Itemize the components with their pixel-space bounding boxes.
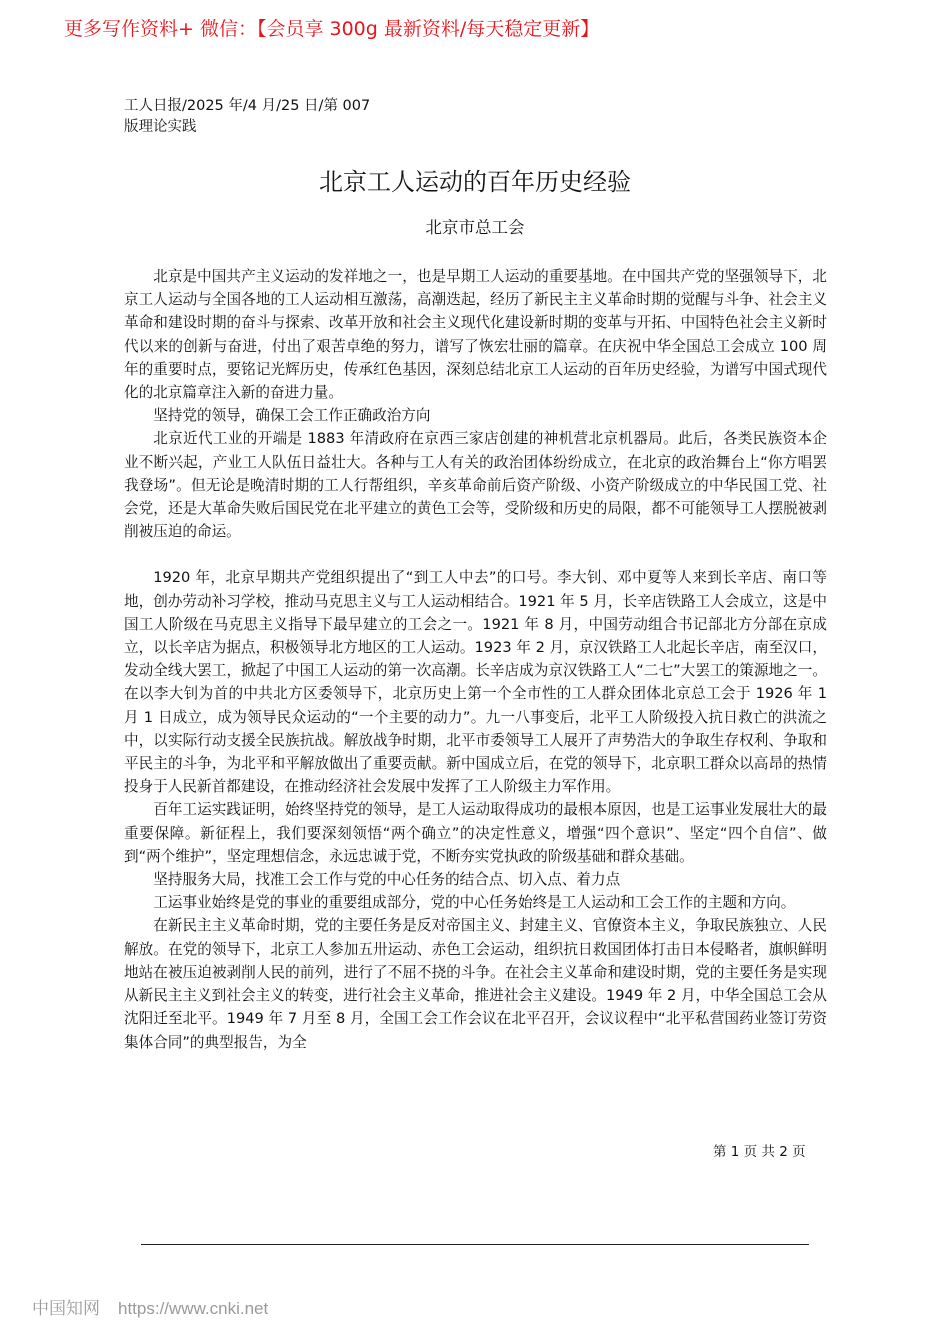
- paragraph-intro: 北京是中国共产主义运动的发祥地之一，也是早期工人运动的重要基地。在中国共产党的坚强领导下，北京工人运动与全国各地的工人运动相互激荡，高潮迭起，经历了新民主主义革命时期的觉醒与斗争、社会主义革命和建设时期的奋斗与探索、改革开放和社会主义现代化建设新时期的变革与开拓、中国特色社会主义新时代以来的创新与奋进，付出了艰苦卓绝的努力，谱写了恢宏壮丽的篇章。在庆祝中华全国总工会成立 100 周年的重要时点，要铭记光辉历史，传承红色基因，深刻总结北京工人运动的百年历史经验，为谱写中国式现代化的北京篇章注入新的奋进力量。: [124, 268, 827, 402]
- paragraph: 百年工运实践证明，始终坚持党的领导，是工人运动取得成功的最根本原因，也是工运事业发展壮大的最重要保障。新征程上，我们要深刻领悟“两个确立”的决定性意义，增强“四个意识”、坚定“四个自信”、做到“两个维护”，坚定理想信念，永远忠诚于党，不断夯实党执政的阶级基础和群众基础。: [124, 801, 827, 865]
- paragraph: 1920 年，北京早期共产党组织提出了“到工人中去”的口号。李大钊、邓中夏等人来到长辛店、南口等地，创办劳动补习学校，推动马克思主义与工人运动相结合。1921 年 5 月，长辛店铁路工人会成立，这是中国工人阶级在马克思主义指导下最早建立的工会之一。1921 年 8 月，中国劳动组合书记部北方分部在京成立，以长辛店为据点，积极领导北方地区的工人运动。1923 年 2 月，京汉铁路工人北起长辛店，南至汉口，发动全线大罢工，掀起了中国工人运动的第一次高潮。长辛店成为京汉铁路工人“二七”大罢工的策源地之一。在以李大钊为首的中共北方区委领导下，北京历史上第一个全市性的工人群众团体北京总工会于 1926 年 1 月 1 日成立，成为领导民众运动的“一个主要的动力”。九一八事变后，北平工人阶级投入抗日救亡的洪流之中，以实际行动支援全民族抗战。解放战争时期，北平市委领导工人展开了声势浩大的争取生存权利、争取和平民主的斗争，为北平和平解放做出了重要贡献。新中国成立后，在党的领导下，北京职工群众以高昂的热情投身于人民新首都建设，在推动经济社会发展中发挥了工人阶级主力军作用。: [124, 569, 827, 796]
- paragraph: 工运事业始终是党的事业的重要组成部分，党的中心任务始终是工人运动和工会工作的主题和方向。: [153, 894, 796, 912]
- footer-site-name: 中国知网: [32, 1299, 100, 1319]
- section-heading-party-leadership: 坚持党的领导，确保工会工作正确政治方向: [153, 407, 431, 425]
- source-meta-line-1: 工人日报/2025 年/4 月/25 日/第 007: [124, 98, 371, 114]
- paragraph: 在新民主主义革命时期，党的主要任务是反对帝国主义、封建主义、官僚资本主义，争取民族独立、人民解放。在党的领导下，北京工人参加五卅运动、赤色工会运动，组织抗日救国团体打击日本侵略者，旗帜鲜明地站在被压迫被剥削人民的前列，进行了不屈不挠的斗争。在社会主义革命和建设时期，党的主要任务是实现从新民主主义到社会主义的转变，进行社会主义革命，推进社会主义建设。1949 年 2 月，中华全国总工会从沈阳迁至北平。1949 年 7 月至 8 月，全国工会工作会议在北平召开，会议议程中“北平私营国药业签订劳资集体合同”的典型报告，为全: [124, 917, 827, 1051]
- source-meta: [124, 96, 370, 138]
- article-author: 北京市总工会: [425, 218, 525, 237]
- article-body: [124, 265, 827, 1054]
- footer-divider: [141, 1244, 809, 1245]
- footer-watermark: [32, 1294, 268, 1319]
- page-indicator: 第 1 页 共 2 页: [713, 1144, 806, 1160]
- footer-url[interactable]: https://www.cnki.net: [118, 1299, 269, 1318]
- article-title: 北京工人运动的百年历史经验: [319, 168, 631, 196]
- source-meta-line-2: 版理论实践: [124, 119, 197, 135]
- section-heading-serve-overall-situation: 坚持服务大局，找准工会工作与党的中心任务的结合点、切入点、着力点: [153, 871, 621, 889]
- paragraph: 北京近代工业的开端是 1883 年清政府在京西三家店创建的神机营北京机器局。此后，各类民族资本企业不断兴起，产业工人队伍日益壮大。各种与工人有关的政治团体纷纷成立，在北京的政治舞台上“你方唱罢我登场”。但无论是晚清时期的工人行帮组织，辛亥革命前后资产阶级、小资产阶级成立的中华民国工党、社会党，还是大革命失败后国民党在北平建立的黄色工会等，受阶级和历史的局限，都不可能领导工人摆脱被剥削被压迫的命运。: [124, 430, 827, 541]
- promo-banner: 更多写作资料+ 微信：【会员享 300g 最新资料/每天稳定更新】: [64, 18, 600, 40]
